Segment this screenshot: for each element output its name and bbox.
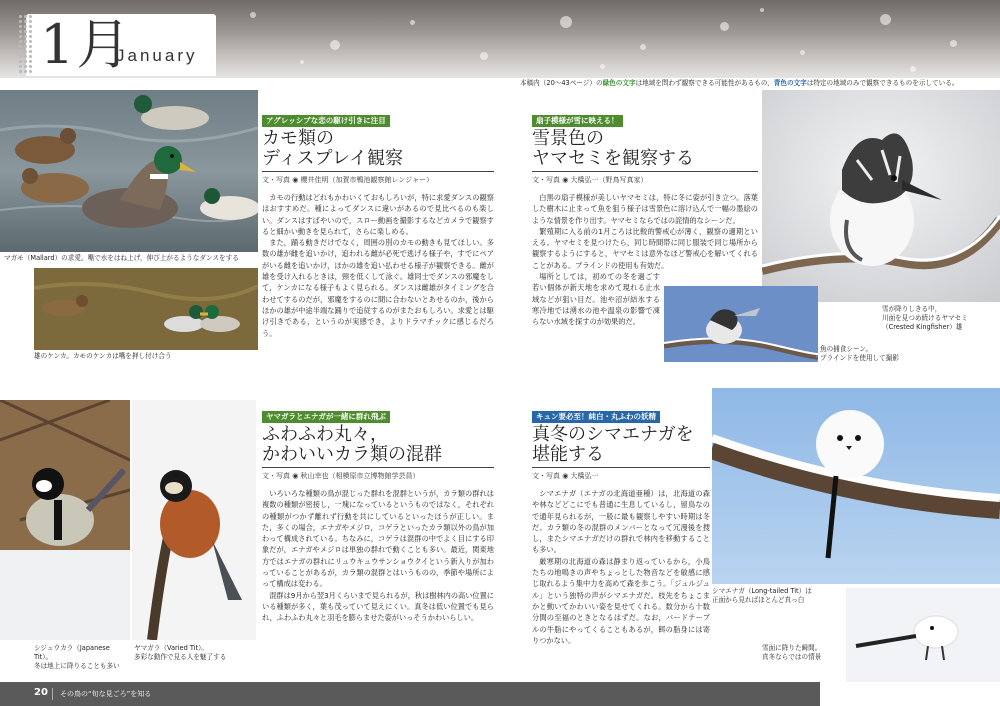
month-name: January	[116, 46, 198, 65]
paragraph: 繁殖期に入る前の1月ころは比較的警戒心が薄く，観察の適期といえる。ヤマセミを見つけたら，同じ時間帯に同じ服装で同じ場所から観察するようにすると，ヤマセミは意外なほど警戒心を解いてくれることがある。ブラインドの使用も有効だ。	[532, 226, 758, 270]
title-line: 堪能する	[532, 444, 604, 465]
caption-line: （Crested Kingfisher）雄	[882, 323, 963, 331]
mallard-photo	[0, 90, 258, 252]
caption-line: 正面から見ればほとんど真っ白	[712, 596, 805, 604]
article-byline: 文・写真 ◉ 大橋弘一（野鳥写真家）	[532, 176, 648, 184]
article-body	[262, 192, 494, 339]
caption-line: 魚の捕食シーン。	[820, 345, 873, 353]
snowflake	[910, 66, 916, 72]
title-line: ディスプレイ観察	[262, 148, 403, 169]
mallard-caption: マガモ（Mallard）の求愛。嘴で水をはね上げ，伸び上がるようなダンスをする	[4, 254, 239, 262]
caption-line: 雪面に降りた瞬間。	[762, 644, 822, 652]
month-heading	[26, 14, 216, 76]
paragraph: また，踊る動きだけでなく，周囲の別のカモの動きも見てほしい。多数の雄が雌を追いかけ，追われる雌が必死で逃げる様子や，すでにペアがいる雌を追いかけ，ほかの雄を追い払わせる様子が観察できる。雌が雄を受け入れるときは，頸を低くして泳ぐ。雄同士でダンスの邪魔をして，ケンカになる様子もよく見られる。ダンスは雌雄がタイミングを合わせてするのだが，邪魔をするのに間に合わないとあせるのか，後からほかの雄が中途半端な踊りで追従するのがまたおもしろい。求愛とは駆け引きである，というのが実感でき，よりドラマチックに感じるだろう。	[262, 238, 494, 338]
duck-fight-photo	[34, 268, 258, 350]
month-number: 1月	[40, 13, 133, 76]
kingfisher-fishing-caption	[820, 345, 940, 363]
article-tag: キュン要必至！純白・丸ふわの妖精	[532, 411, 660, 423]
title-line: 真冬のシマエナガを	[532, 424, 694, 445]
snowflake	[880, 14, 891, 25]
title-line: ふわふわ丸々，	[262, 424, 388, 445]
article-byline: 文・写真 ◉ 大橋弘一	[532, 472, 599, 480]
snowflake	[480, 52, 488, 60]
article-title	[532, 129, 758, 172]
caption-line: 川面を見つめ続けるヤマセミ	[882, 314, 968, 322]
snowflake	[600, 64, 605, 69]
long-tailed-tit-snow-caption	[762, 644, 852, 662]
paragraph: シマエナガ（エナガの北海道亜種）は，北海道の森や林などどこにでも普通に生息しているし，留鳥なので通年見られるが，一般に最も観察しやすい時期は冬だ。カラ類の冬の混群のメンバーとなって冗漫後を捜し，またシマエナガだけの群れで林内を移動することも多い。	[532, 489, 710, 555]
snowflake	[800, 50, 805, 55]
color-legend-note	[520, 79, 990, 88]
paragraph: カモの行動はどれもかわいくておもしろいが，特に求愛ダンスの観察はおすすめだ。種によってダンスに違いがあるので見比べるのも楽しい。ダンスはすばやいので，スロー動画を撮影するなどカメラで観察すると細かい動きを見られて，さらに楽しめる。	[262, 193, 494, 236]
article-tag: ヤマガラとエナガが一緒に群れ飛ぶ	[262, 411, 390, 423]
long-tailed-tit-photo	[712, 388, 1000, 584]
caption-line: 真冬ならではの情景	[762, 653, 822, 661]
caption-line: シマエナガ（Long-tailed Tit）は	[712, 587, 812, 595]
article-byline: 文・写真 ◉ 櫻井佳明（加賀市鴨池観察館レンジャー）	[262, 176, 434, 184]
article-body	[262, 488, 494, 624]
snowflake	[640, 44, 646, 50]
title-line: カモ類の	[262, 128, 334, 149]
note-text: は特定の地域のみで観察できるものを示している。	[806, 79, 959, 87]
article-tits	[262, 404, 494, 624]
varied-tit-caption	[134, 644, 258, 662]
snowflake	[720, 22, 729, 31]
note-text: 本稿内（20～43ページ）の	[520, 79, 603, 87]
paragraph: 白黒の扇子模様が美しいヤマセミは，特に冬に姿が引き立つ。落葉した樹木に止まって魚を狙う様子は雪景色に溶け込んで一幅の墨絵のような情景を作り出す。ヤマセミならではの詫情的なシーンだ。	[532, 193, 758, 225]
caption-line: ブラインドを使用して撮影	[820, 354, 899, 362]
snowflake	[330, 40, 340, 50]
article-duck	[262, 108, 494, 339]
article-title	[532, 425, 710, 468]
footer-title: その鳥の“旬な見ごろ”を知る	[60, 690, 152, 698]
article-longtail	[532, 404, 710, 646]
article-title	[262, 425, 494, 468]
paragraph: 厳寒期の北海道の森は静まり返っているから，小鳥たちの地鳴きの声やちょっとした物音などを敏感に感じ取れるよう集中力を高めて森を歩こう。「ジュルジュル」という独特の声がシマエナガだ。枝先をちょこまかと動いてかわいい姿を見せてくれる。数分から十数分間の至福のときとなるはずだ。なお，バードテーブルの牛脂にやってくることもあるが，餌の脂身には寄りつかない。	[532, 556, 710, 645]
caption-line: 雪が降りしきる中，	[882, 305, 942, 313]
note-blue: 青色の文字	[773, 79, 807, 87]
snowflake	[250, 12, 256, 18]
article-title	[262, 129, 494, 172]
title-line: 雪景色の	[532, 128, 604, 149]
article-tag: 扇子模様が雪に映える！	[532, 115, 623, 127]
paragraph: いろいろな種類の鳥が混じった群れを混群というが，カラ類の群れは複数の種類が密接し，一塊になっているというものではなく，それぞれの種類がつかず離れず行動を共にしているといったほうが正しい。また，多くの場合，エナガやメジロ，コゲラといったカラ類以外の鳥が加わって構成されている。ちなみに，コゲラは混群の中でよく目にする印象だが，エナガやメジロは単独の群れで動くことも多い。最近，関東地方ではエナガの群れにリュウキュウサンショウクイという新入りが加わっていることがあるが，カラ類の混群とはいうものの，季節や場所によって構成は変わる。	[262, 489, 494, 589]
article-byline: 文・写真 ◉ 秋山幸也（相模原市立博物館学芸員）	[262, 472, 420, 480]
varied-tit-photo	[132, 400, 256, 640]
great-tit-photo	[0, 400, 130, 640]
long-tailed-tit-snow-photo	[846, 588, 1000, 682]
caption-line: シジュウカラ（Japanese Tit）。	[34, 644, 110, 661]
duck-fight-caption: 雄のケンカ。カモのケンカは嘴を押し付け合う	[34, 352, 172, 360]
title-line: ヤマセミを観察する	[532, 148, 694, 169]
footer-blank	[820, 682, 1000, 706]
snowflake	[410, 20, 415, 25]
caption-line: ヤマガラ（Varied Tit）。	[134, 644, 209, 652]
snowflake	[300, 60, 304, 64]
paragraph: 混群は9月から翌3月くらいまで見られるが，秋は樹林内の高い位置にいる種類が多く，葉も茂っていて見えにくい。真冬は低い位置でも見られ，ふわふわ丸々と羽毛を膨らませた姿がいっそうかわいらしい。	[262, 590, 494, 623]
page-number: 20	[34, 687, 48, 698]
dot-pattern	[18, 14, 32, 74]
note-green: 緑色の文字	[602, 79, 636, 87]
kingfisher-caption	[882, 305, 1000, 332]
caption-line: 多彩な動作で見る人を魅了する	[134, 653, 227, 661]
note-text: は地域を問わず観察できる可能性があるもの，	[635, 79, 774, 87]
footer-divider	[52, 688, 53, 700]
paragraph: 場所としては，初めての冬を過ごす若い個体が新天地を求めて現れる止水域などが狙い目だ。池や沼が結氷する寒冷地では湧水の池や温泉の影響で凍らない水域を探すのが効果的だ。	[532, 272, 660, 327]
snowflake	[560, 16, 572, 28]
page-footer	[0, 682, 820, 706]
snowflake	[950, 40, 957, 47]
title-line: かわいいカラ類の混群	[262, 444, 442, 465]
kingfisher-fishing-photo	[664, 286, 818, 362]
caption-line: 冬は地上に降りることも多い	[34, 662, 120, 670]
article-tag: アグレッシブな恋の駆け引きに注目	[262, 115, 390, 127]
snowflake	[760, 8, 764, 12]
long-tailed-tit-caption	[712, 587, 842, 605]
kingfisher-photo	[762, 90, 1000, 302]
article-body	[532, 488, 710, 646]
great-tit-caption	[34, 644, 130, 671]
